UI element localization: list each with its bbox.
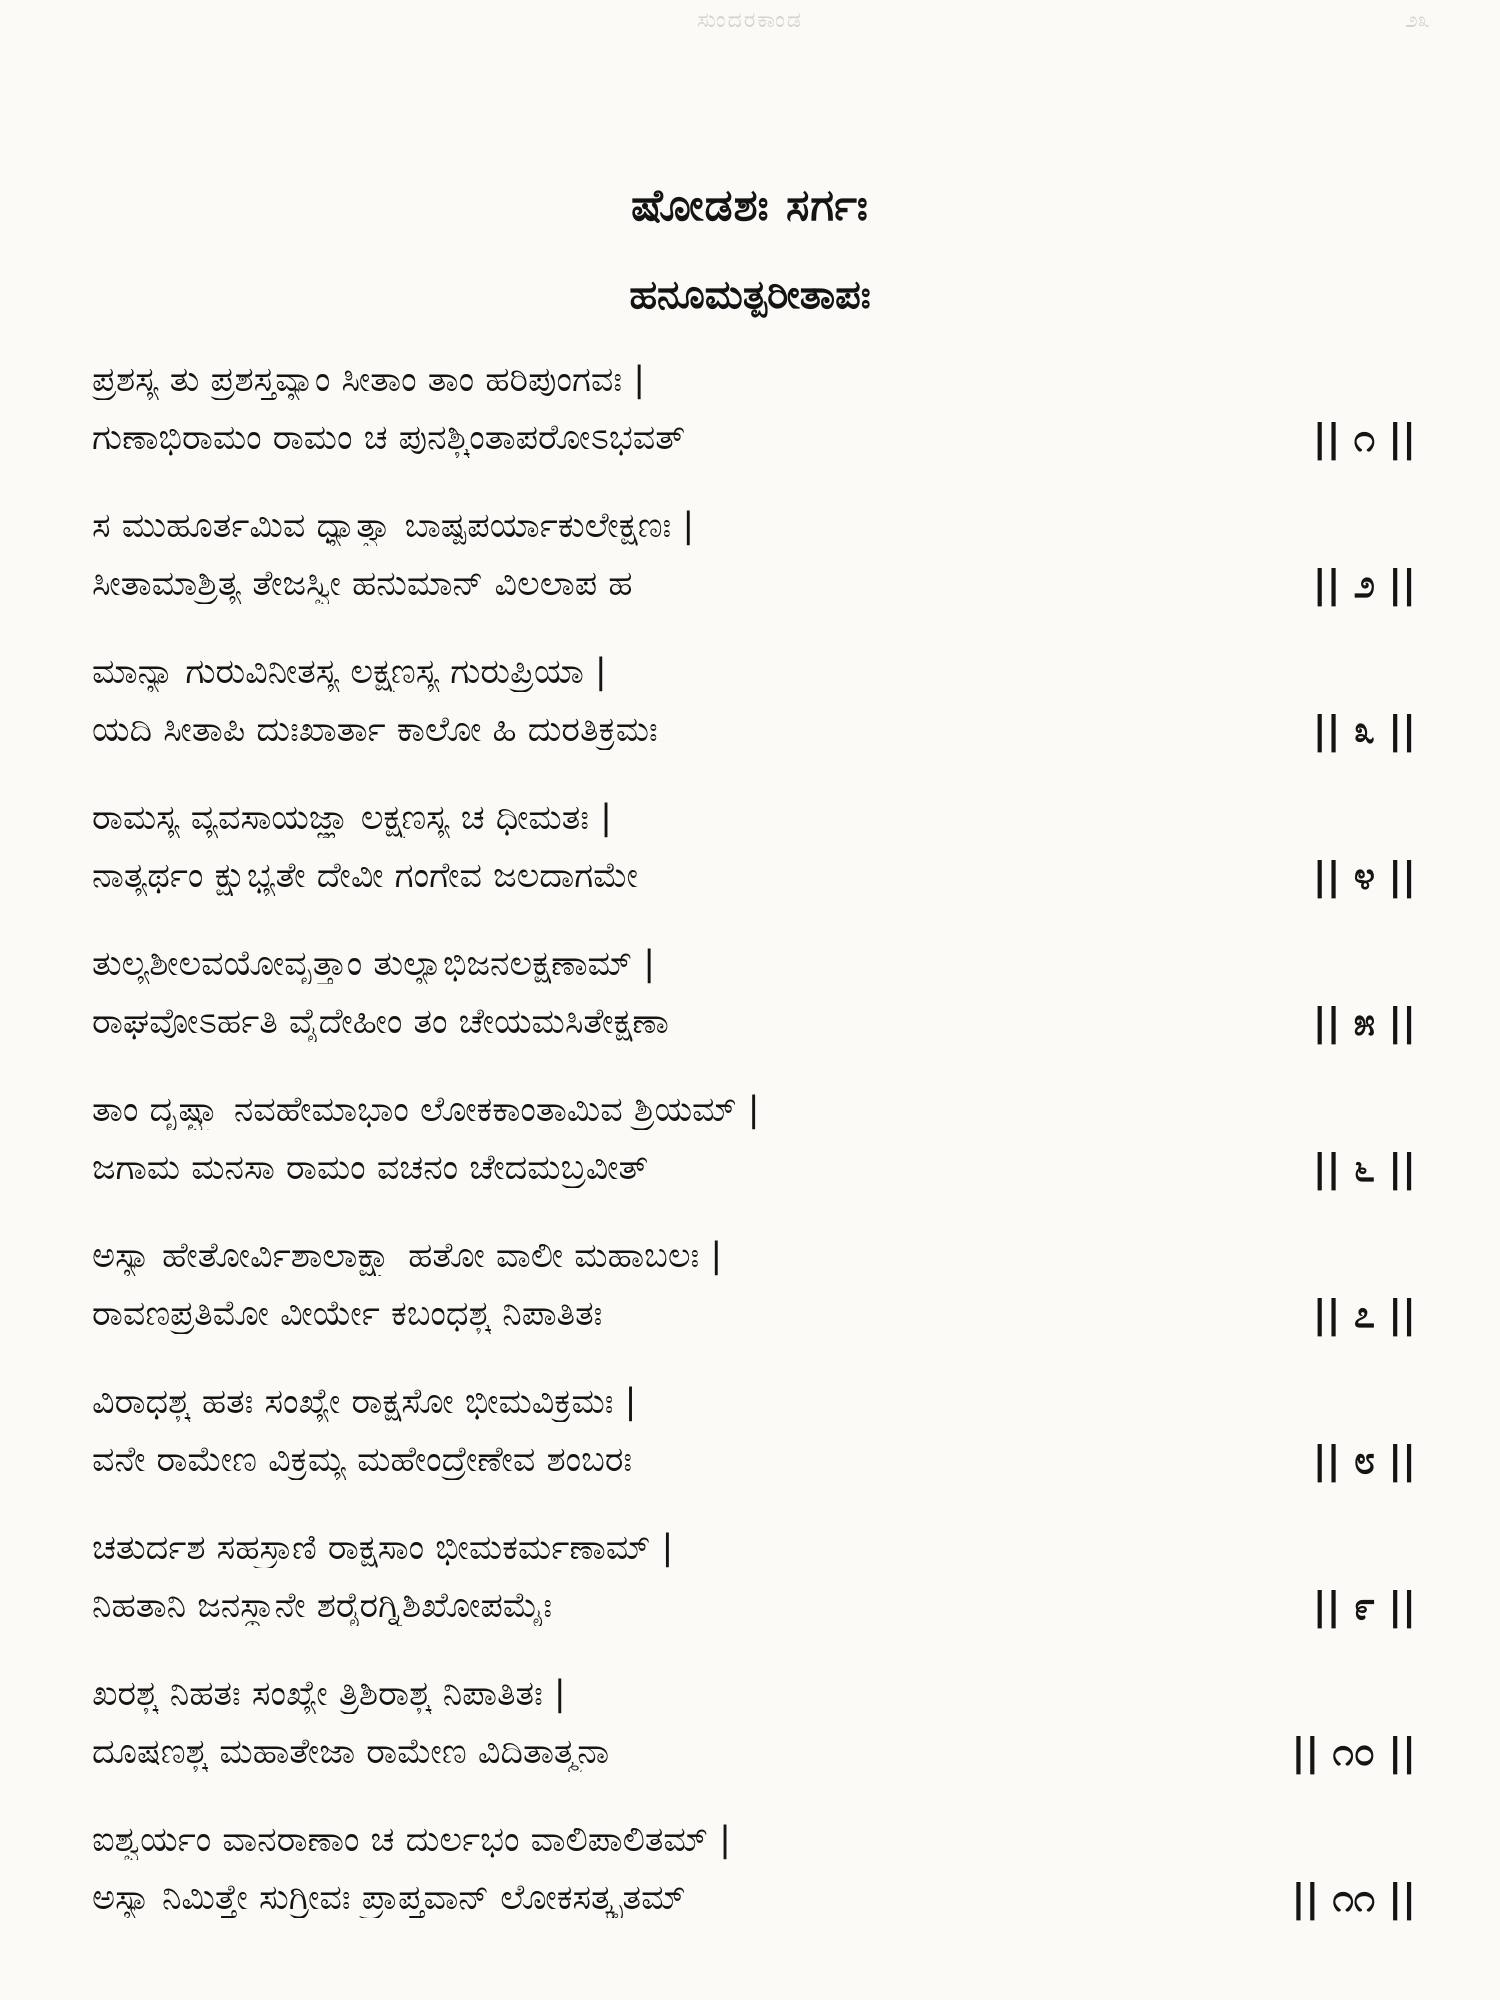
verse-line-1: ಪ್ರಶಸ್ಯ ತು ಪ್ರಶಸ್ತವ್ಯಾಂ ಸೀತಾಂ ತಾಂ ಹರಿಪುಂಗವಃ | <box>92 360 646 400</box>
verse-line-1: ವಿರಾಧಶ್ಚ ಹತಃ ಸಂಖ್ಯೇ ರಾಕ್ಷಸೋ ಭೀಮವಿಕ್ರಮಃ | <box>92 1382 637 1422</box>
verse-line-2: ನಿಹತಾನಿ ಜನಸ್ಥಾನೇ ಶರೈರಗ್ನಿಶಿಖೋಪಮೈಃ <box>92 1586 553 1626</box>
bleed-through-page-number: ೨೩ <box>1405 8 1430 33</box>
verse-line-2: ನಾತ್ಯರ್ಥಂ ಕ್ಷುಭ್ಯತೇ ದೇವೀ ಗಂಗೇವ ಜಲದಾಗಮೇ <box>92 856 638 896</box>
verse-line-2: ಸೀತಾಮಾಶ್ರಿತ್ಯ ತೇಜಸ್ವೀ ಹನುಮಾನ್ ವಿಲಲಾಪ ಹ <box>92 564 633 604</box>
verse-8 <box>0 1382 1500 1528</box>
verse-number: || ೧೧ || <box>1291 1876 1416 1920</box>
verse-line-1: ಐಶ್ವರ್ಯಂ ವಾನರಾಣಾಂ ಚ ದುರ್ಲಭಂ ವಾಲಿಪಾಲಿತಮ್ | <box>92 1820 731 1860</box>
verse-line-1: ಖರಶ್ಚ ನಿಹತಃ ಸಂಖ್ಯೇ ತ್ರಿಶಿರಾಶ್ಚ ನಿಪಾತಿತಃ | <box>92 1674 566 1714</box>
verse-number: || ೩ || <box>1312 708 1416 752</box>
verse-number: || ೭ || <box>1312 1292 1416 1336</box>
verse-line-2: ಯದಿ ಸೀತಾಪಿ ದುಃಖಾರ್ತಾ ಕಾಲೋ ಹಿ ದುರತಿಕ್ರಮಃ <box>92 710 658 750</box>
verse-10 <box>0 1674 1500 1820</box>
verse-line-2: ಗುಣಾಭಿರಾಮಂ ರಾಮಂ ಚ ಪುನಶ್ಚಿಂತಾಪರೋಽಭವತ್ <box>92 418 686 458</box>
verse-list <box>0 360 1500 1966</box>
verse-5 <box>0 944 1500 1090</box>
verse-line-2: ರಾವಣಪ್ರತಿಮೋ ವೀರ್ಯೇ ಕಬಂಧಶ್ಚ ನಿಪಾತಿತಃ <box>92 1294 603 1334</box>
verse-6 <box>0 1090 1500 1236</box>
verse-number: || ೪ || <box>1312 854 1416 898</box>
verse-number: || ೨ || <box>1312 562 1416 606</box>
verse-line-2: ಜಗಾಮ ಮನಸಾ ರಾಮಂ ವಚನಂ ಚೇದಮಬ್ರವೀತ್ <box>92 1148 649 1188</box>
verse-1 <box>0 360 1500 506</box>
verse-line-1: ತುಲ್ಯಶೀಲವಯೋವೃತ್ತಾಂ ತುಲ್ಯಾಭಿಜನಲಕ್ಷಣಾಮ್ | <box>92 944 656 984</box>
verse-line-1: ರಾಮಸ್ಯ ವ್ಯವಸಾಯಜ್ಞಾ ಲಕ್ಷ್ಮಣಸ್ಯ ಚ ಧೀಮತಃ | <box>92 798 612 838</box>
verse-number: || ೫ || <box>1312 1000 1416 1044</box>
verse-line-2: ವನೇ ರಾಮೇಣ ವಿಕ್ರಮ್ಯ ಮಹೇಂದ್ರೇಣೇವ ಶಂಬರಃ <box>92 1440 633 1480</box>
verse-3 <box>0 652 1500 798</box>
verse-line-1: ಚತುರ್ದಶ ಸಹಸ್ರಾಣಿ ರಾಕ್ಷಸಾಂ ಭೀಮಕರ್ಮಣಾಮ್ | <box>92 1528 674 1568</box>
sarga-title: ಷೋಡಶಃ ಸರ್ಗಃ <box>631 180 869 231</box>
verse-7 <box>0 1236 1500 1382</box>
verse-number: || ೧೦ || <box>1291 1730 1416 1774</box>
verse-line-1: ಮಾನ್ಯಾ ಗುರುವಿನೀತಸ್ಯ ಲಕ್ಷ್ಮಣಸ್ಯ ಗುರುಪ್ರಿಯಾ | <box>92 652 607 692</box>
verse-9 <box>0 1528 1500 1674</box>
verse-number: || ೯ || <box>1312 1584 1416 1628</box>
verse-11 <box>0 1820 1500 1966</box>
verse-4 <box>0 798 1500 944</box>
verse-number: || ೬ || <box>1312 1146 1416 1190</box>
verse-line-2: ಅಸ್ಯಾ ನಿಮಿತ್ತೇ ಸುಗ್ರೀವಃ ಪ್ರಾಪ್ತವಾನ್ ಲೋಕಸತ್ಕೃತಮ್ <box>92 1878 686 1918</box>
verse-line-2: ದೂಷಣಶ್ಚ ಮಹಾತೇಜಾ ರಾಮೇಣ ವಿದಿತಾತ್ಮನಾ <box>92 1732 610 1772</box>
verse-line-1: ತಾಂ ದೃಷ್ಟ್ವಾ ನವಹೇಮಾಭಾಂ ಲೋಕಕಾಂತಾಮಿವ ಶ್ರಿಯಮ್ | <box>92 1090 760 1130</box>
verse-line-2: ರಾಘವೋಽರ್ಹತಿ ವೈದೇಹೀಂ ತಂ ಚೇಯಮಸಿತೇಕ್ಷಣಾ <box>92 1002 669 1042</box>
verse-line-1: ಸ ಮುಹೂರ್ತಮಿವ ಧ್ಯಾತ್ವಾ ಬಾಷ್ಪಪರ್ಯಾಕುಲೇಕ್ಷಣಃ | <box>92 506 695 546</box>
verse-number: || ೮ || <box>1312 1438 1416 1482</box>
verse-2 <box>0 506 1500 652</box>
sarga-subtitle: ಹನೂಮತ್ಪರೀತಾಪಃ <box>629 272 871 318</box>
verse-number: || ೧ || <box>1312 416 1416 460</box>
verse-line-1: ಅಸ್ಯಾ ಹೇತೋರ್ವಿಶಾಲಾಕ್ಷ್ಯಾ ಹತೋ ವಾಲೀ ಮಹಾಬಲಃ | <box>92 1236 723 1276</box>
bleed-through-running-header: ಸುಂದರಕಾಂಡ <box>697 8 803 33</box>
